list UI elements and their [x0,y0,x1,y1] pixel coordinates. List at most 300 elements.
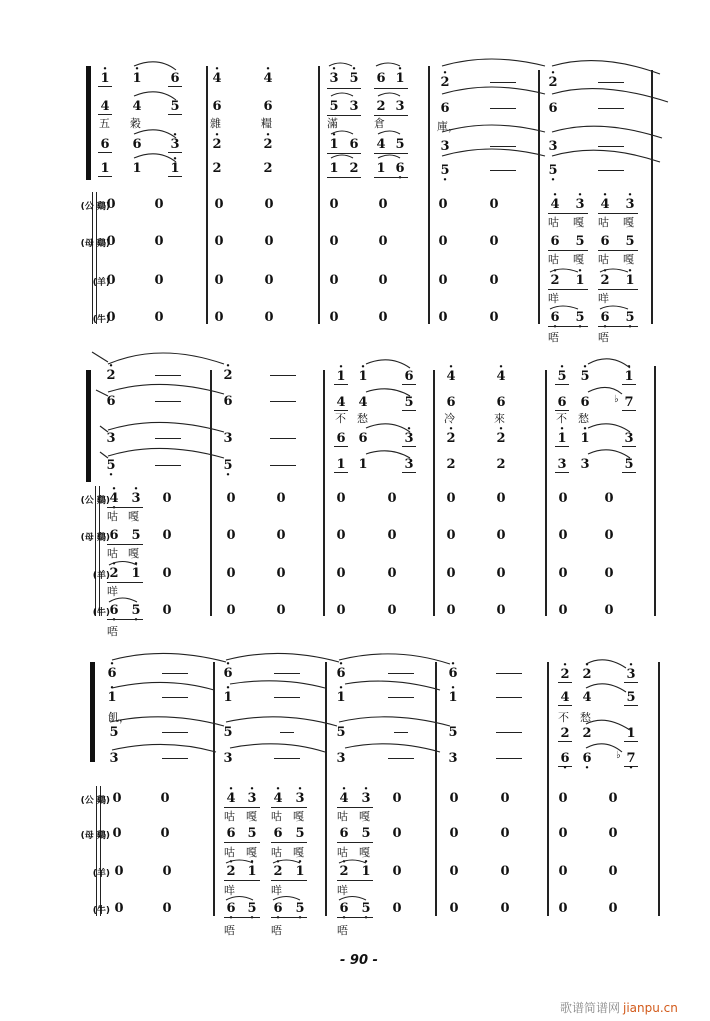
note: · 1 [623,274,637,288]
note: 5 · [438,164,452,178]
rest: 0 [112,826,122,841]
barline [206,66,208,324]
lyric: 咕 [107,510,118,523]
note: 6 · [548,311,562,325]
lyric: 咩 [224,884,235,897]
note: 6 [402,370,416,385]
rest: 0 [106,197,116,212]
note: 6 [226,826,236,841]
note: 5 [295,826,305,841]
rest: 0 [329,273,339,288]
lyric: 嘎 [246,810,257,823]
rest: 0 [558,528,568,543]
rest: 0 [154,234,164,249]
note: 6 · [107,604,121,618]
rest: 0 [489,197,499,212]
note: 2 [582,726,592,741]
rest: 0 [387,566,397,581]
note: · 2 [221,369,235,383]
note: 3 [548,139,558,154]
lyric: 咩 [107,585,118,598]
rest: 0 [162,864,172,879]
label-sheep: (羊) [92,571,110,581]
note: · 1 [334,691,348,705]
note: · 1 [555,432,569,447]
note: · 4 [261,72,275,86]
note: 4 [376,137,386,152]
label-hen: (母 鷄) [80,533,110,543]
rest: 0 [500,864,510,879]
sustain-dash [598,146,624,147]
sustain-dash [490,82,516,83]
rest: 0 [387,528,397,543]
note: 5 [168,100,182,115]
rest: 0 [264,310,274,325]
note: 3 [622,432,636,447]
lyric: 來 [494,412,505,425]
barline [318,66,320,324]
sustain-dash [270,438,296,439]
rest: 0 [558,491,568,506]
rest: 0 [489,310,499,325]
note: · 1 [168,162,182,177]
note: · 4 [494,370,508,384]
sustain-dash [162,673,188,674]
note: 5 · [129,604,143,618]
rest: 0 [114,901,124,916]
note: 6 [273,826,283,841]
note: 4 [132,99,142,114]
rest: 0 [106,310,116,325]
note: 6 [349,137,359,152]
note: 6 [550,234,560,249]
lyric: 穀 [130,117,141,130]
note: · 6 [334,667,348,681]
note: · 2 [104,369,118,383]
label-cow: (牛) [92,906,110,916]
note: 3 [395,99,405,114]
note: 3 [440,139,450,154]
watermark-cn: 歌谱简谱网 [560,1001,621,1015]
note: 7 [622,396,636,411]
rest: 0 [446,603,456,618]
note: 1 [329,161,339,176]
rest: 0 [378,197,388,212]
rest: 0 [378,234,388,249]
note: 1 [624,727,638,742]
note: 4 [334,396,348,411]
note: · 2 [271,865,285,879]
rest: 0 [154,197,164,212]
rest: 0 [114,864,124,879]
rest: 0 [446,491,456,506]
note: 6 [98,138,112,153]
note: 6 [132,137,142,152]
note: · 2 [558,668,572,683]
sustain-dash [394,732,408,733]
rest: 0 [449,791,459,806]
lyric: 唔 [598,331,609,344]
rest: 0 [336,566,346,581]
note: 6 [446,395,456,410]
note: 1 [376,161,386,176]
sustain-dash [490,170,516,171]
note: · 2 [580,668,594,682]
rest: 0 [500,791,510,806]
note: 2 [263,161,273,176]
note: 3 [223,431,233,446]
barline [435,662,437,916]
lyric: 咩 [271,884,282,897]
note: 5 · [573,311,587,325]
rest: 0 [226,528,236,543]
note: 4 [98,100,112,115]
note: 6 [555,396,569,411]
lyric: 咕 [271,810,282,823]
rest: 0 [329,234,339,249]
lyric: 不 [558,711,569,724]
rest: 0 [160,791,170,806]
lyric: 咕 [337,810,348,823]
note: · 2 [337,865,351,879]
note: · 3 [327,72,341,86]
rest: 0 [489,273,499,288]
note: · 1 [573,274,587,288]
lyric: 咕 [548,216,559,229]
sustain-dash [274,697,300,698]
rest: 0 [162,528,172,543]
flat-sign: ♭ [614,394,619,405]
rest: 0 [336,528,346,543]
lyric: 嘎 [128,510,139,523]
barline [654,366,656,616]
note: · 2 [261,138,275,152]
note: 6 · [224,902,238,916]
barline [213,662,215,916]
rest: 0 [336,603,346,618]
note: 5 · [104,459,118,473]
note: · 1 [393,72,407,86]
lyric: 雜 [210,117,221,130]
note: · 2 [444,432,458,446]
note: 3 [402,458,416,473]
note: · 2 [598,274,612,288]
note: 1 [358,457,368,472]
rest: 0 [276,491,286,506]
sustain-dash [270,375,296,376]
rest: 0 [608,791,618,806]
rest: 0 [604,603,614,618]
note: 2 [349,161,359,176]
sustain-dash [162,697,188,698]
rest: 0 [112,791,122,806]
lyric: 糧 [261,117,272,130]
note: · 4 [224,792,238,806]
note: 5 · [221,459,235,473]
sustain-dash [155,401,181,402]
rest: 0 [276,528,286,543]
note: 6 [212,99,222,114]
barline [651,70,653,324]
note: · 4 · [107,492,121,506]
rest: 0 [496,566,506,581]
sustain-dash [155,438,181,439]
lyric: 咕 [271,846,282,859]
note: · 2 [107,567,121,581]
sustain-dash [280,732,294,733]
note: 5 [131,528,141,543]
rest: 0 [438,234,448,249]
rest: 0 [329,310,339,325]
rest: 0 [226,491,236,506]
sustain-dash [490,146,516,147]
lyric: 咕 [224,810,235,823]
note: 5 [247,826,257,841]
note: · 1 [356,370,370,384]
note: 1 [98,162,112,177]
note: 3 [106,431,116,446]
rest: 0 [438,273,448,288]
lyric: 咕 [107,547,118,560]
rest: 0 [449,826,459,841]
rest: 0 [214,234,224,249]
note: · 1 [221,691,235,705]
lyric: 嘎 [573,253,584,266]
label-cow: (牛) [92,608,110,618]
lyric: 冷 [444,412,455,425]
note: 6 · [271,902,285,916]
note: · 3 [168,138,182,153]
note: 6 [168,72,182,87]
sustain-dash [388,758,414,759]
note: 6 · [580,752,594,766]
note: · 1 [446,691,460,705]
note: 6 · [558,752,572,767]
note: · 1 [327,138,341,152]
note: 6 · [337,902,351,916]
barline [547,662,549,916]
lyric: 倉 [374,117,385,130]
rest: 0 [558,603,568,618]
note: · 3 [402,432,416,447]
rest: 0 [604,528,614,543]
lyric: 嘎 [128,547,139,560]
lyric: 咕 [337,846,348,859]
rest: 0 [214,310,224,325]
vocal-bracket [90,662,95,762]
lyric: 愁 [580,711,591,724]
note: · 3 [129,492,143,506]
note: · 4 [271,792,285,806]
rest: 0 [226,566,236,581]
note: 4 [358,395,368,410]
note: · 1 [578,432,592,446]
page-number: - 90 - [340,953,378,968]
rest: 0 [608,864,618,879]
vocal-bracket [86,370,91,482]
note: · 3 [623,198,637,212]
note: 6 [106,394,116,409]
note: 3 [555,458,569,473]
rest: 0 [160,826,170,841]
rest: 0 [496,603,506,618]
lyric: 咩 [598,292,609,305]
note: · 6 [221,667,235,681]
label-cow: (牛) [92,315,110,325]
note: · 1 [130,72,144,86]
barline [325,662,327,916]
lyric: 唔 [548,331,559,344]
lyric: 咩 [548,292,559,305]
note: 6 [263,99,273,114]
sustain-dash [490,108,516,109]
barline [538,70,540,324]
note: 3 [349,99,359,114]
sustain-dash [388,673,414,674]
rest: 0 [276,603,286,618]
note: 3 [109,751,119,766]
rest: 0 [264,234,274,249]
note: 6 [496,395,506,410]
rest: 0 [106,234,116,249]
rest: 0 [500,826,510,841]
note: 5 [624,691,638,706]
rest: 0 [558,791,568,806]
watermark [560,999,678,1016]
sustain-dash [155,375,181,376]
sustain-dash [496,697,522,698]
note: 6 [109,528,119,543]
note: 6 [334,432,348,447]
note: · 2 [438,76,452,90]
rest: 0 [446,528,456,543]
note: · 3 [624,668,638,683]
lyric: 嘎 [623,253,634,266]
note: 1 [334,458,348,473]
note: 2 [558,727,572,742]
rest: 0 [378,273,388,288]
sustain-dash [496,673,522,674]
note: 6 [376,71,386,86]
note: 5 [448,725,458,740]
rest: 0 [438,197,448,212]
label-sheep: (羊) [92,869,110,879]
note: · 5 [578,370,592,384]
lyric: 庫， [437,120,459,133]
rest: 0 [336,491,346,506]
note: · 4 [444,370,458,384]
barline [323,370,325,616]
note: 6 [600,234,610,249]
note: 5 · [293,902,307,916]
note: 5 [223,725,233,740]
rest: 0 [392,826,402,841]
label-rooster: (公 鷄) [80,496,110,506]
note: · 3 [573,198,587,212]
rest: 0 [604,566,614,581]
sustain-dash [274,758,300,759]
lyric: 唔 [224,924,235,937]
rest: 0 [558,566,568,581]
flat-sign: ♭ [616,750,621,761]
note: · 5 [347,72,361,86]
note: · 6 [105,667,119,681]
sustain-dash [162,732,188,733]
rest: 0 [154,273,164,288]
rest: 0 [162,901,172,916]
note: 5 [361,826,371,841]
lyric: 嘎 [623,216,634,229]
note: 5 [109,725,119,740]
lyric: 嘎 [246,846,257,859]
sustain-dash [270,401,296,402]
watermark-site: jianpu.cn [623,1001,678,1015]
lyric: 嘎 [359,810,370,823]
note: 5 · [623,311,637,325]
vocal-bracket [86,66,91,180]
note: · 1 [334,370,348,385]
rest: 0 [449,901,459,916]
sustain-dash [162,758,188,759]
note: · 1 [622,370,636,385]
lyric: 嘎 [573,216,584,229]
rest: 0 [496,491,506,506]
rest: 0 [106,273,116,288]
note: · 5 [555,370,569,385]
note: · 2 [224,865,238,879]
lyric: 五 [99,117,110,130]
sustain-dash [598,170,624,171]
note: 5 · [546,164,560,178]
note: 6 [548,101,558,116]
note: 2 [496,457,506,472]
note: · 3 [245,792,259,806]
rest: 0 [162,491,172,506]
label-rooster: (公 鷄) [80,796,110,806]
note: 5 [575,234,585,249]
rest: 0 [392,901,402,916]
note: · 2 [546,76,560,90]
lyric: 愁 [578,412,589,425]
note: 1 [132,161,142,176]
note: 5 [395,137,405,152]
note: 6 [440,101,450,116]
barline [545,370,547,616]
rest: 0 [392,864,402,879]
barline [658,662,660,916]
rest: 0 [162,603,172,618]
lyric: 嘎 [293,810,304,823]
note: 6 [358,431,368,446]
note: 2 [446,457,456,472]
rest: 0 [604,491,614,506]
barline [433,370,435,616]
lyric: 愁 [357,412,368,425]
rest: 0 [378,310,388,325]
sustain-dash [270,465,296,466]
note: 4 [582,690,592,705]
note: 5 [336,725,346,740]
note: · 1 [129,567,143,581]
rest: 0 [392,791,402,806]
note: · 2 [548,274,562,288]
sustain-dash [598,82,624,83]
note: · 2 [494,432,508,446]
rest: 0 [446,566,456,581]
ties [0,0,710,360]
sustain-dash [496,758,522,759]
note: 5 · [359,902,373,916]
